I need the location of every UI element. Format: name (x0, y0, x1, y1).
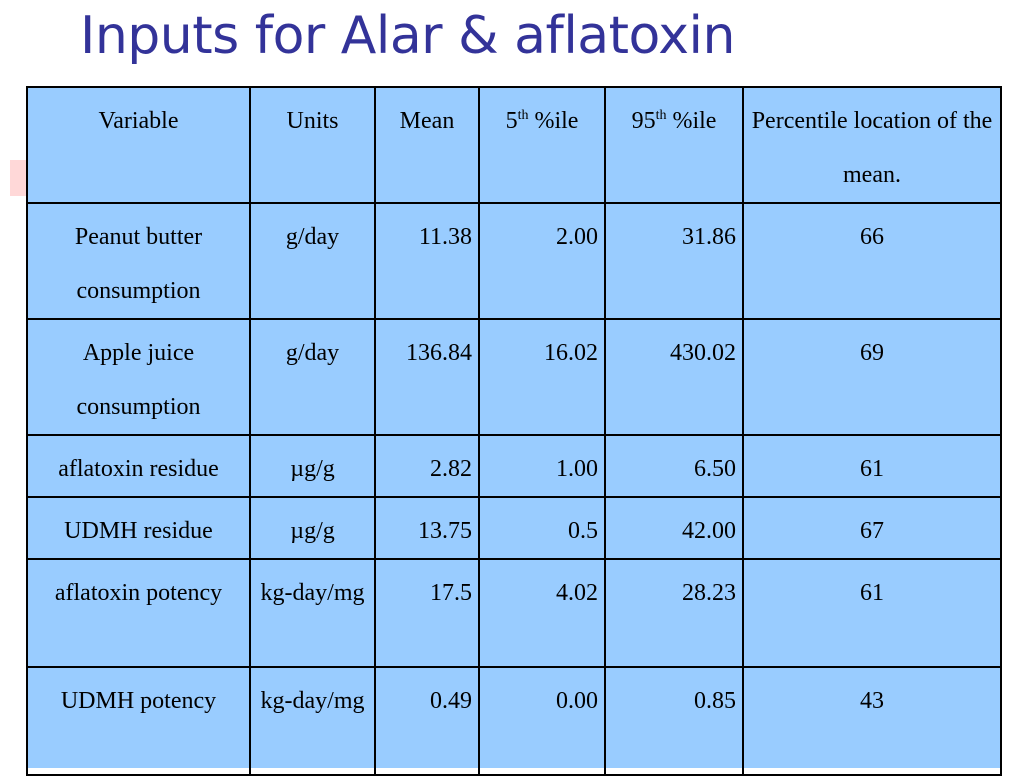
header-mean: Mean (375, 87, 479, 203)
cell-units: µg/g (250, 497, 375, 559)
cell-p5: 0.5 (479, 497, 605, 559)
table-header-row (27, 87, 1001, 203)
cell-pct-location: 69 (743, 319, 1001, 435)
cell-mean: 13.75 (375, 497, 479, 559)
cell-mean: 0.49 (375, 667, 479, 775)
cell-pct-location: 43 (743, 667, 1001, 775)
header-5th-percentile: 5th %ile (479, 87, 605, 203)
cell-p5: 16.02 (479, 319, 605, 435)
cell-p95: 6.50 (605, 435, 743, 497)
cell-mean: 136.84 (375, 319, 479, 435)
cell-p5: 1.00 (479, 435, 605, 497)
cell-mean: 17.5 (375, 559, 479, 667)
header-units: Units (250, 87, 375, 203)
table-row (27, 435, 1001, 497)
cell-variable: Peanut butter consumption (27, 203, 250, 319)
table-row (27, 497, 1001, 559)
table-row (27, 559, 1001, 667)
table-row (27, 667, 1001, 775)
header-variable: Variable (27, 87, 250, 203)
cell-p95: 0.85 (605, 667, 743, 775)
cell-mean: 11.38 (375, 203, 479, 319)
cell-pct-location: 66 (743, 203, 1001, 319)
cell-variable: Apple juice consumption (27, 319, 250, 435)
cell-p95: 31.86 (605, 203, 743, 319)
cell-variable: aflatoxin residue (27, 435, 250, 497)
cell-p95: 28.23 (605, 559, 743, 667)
cell-pct-location: 61 (743, 435, 1001, 497)
slide-title: Inputs for Alar & aflatoxin (80, 6, 735, 66)
inputs-table (26, 86, 1002, 776)
cell-variable: aflatoxin potency (27, 559, 250, 667)
cell-units: g/day (250, 203, 375, 319)
cell-units: g/day (250, 319, 375, 435)
cell-p95: 42.00 (605, 497, 743, 559)
cell-p5: 2.00 (479, 203, 605, 319)
header-95th-percentile: 95th %ile (605, 87, 743, 203)
cell-mean: 2.82 (375, 435, 479, 497)
cell-units: kg-day/mg (250, 559, 375, 667)
cell-p95: 430.02 (605, 319, 743, 435)
cell-variable: UDMH residue (27, 497, 250, 559)
table-row (27, 319, 1001, 435)
cell-p5: 4.02 (479, 559, 605, 667)
table-row (27, 203, 1001, 319)
cell-units: µg/g (250, 435, 375, 497)
cell-pct-location: 61 (743, 559, 1001, 667)
cell-p5: 0.00 (479, 667, 605, 775)
cell-variable: UDMH potency (27, 667, 250, 775)
cell-units: kg-day/mg (250, 667, 375, 775)
cell-pct-location: 67 (743, 497, 1001, 559)
data-table-container (26, 86, 1000, 768)
header-percentile-location: Percentile location of the mean. (743, 87, 1001, 203)
